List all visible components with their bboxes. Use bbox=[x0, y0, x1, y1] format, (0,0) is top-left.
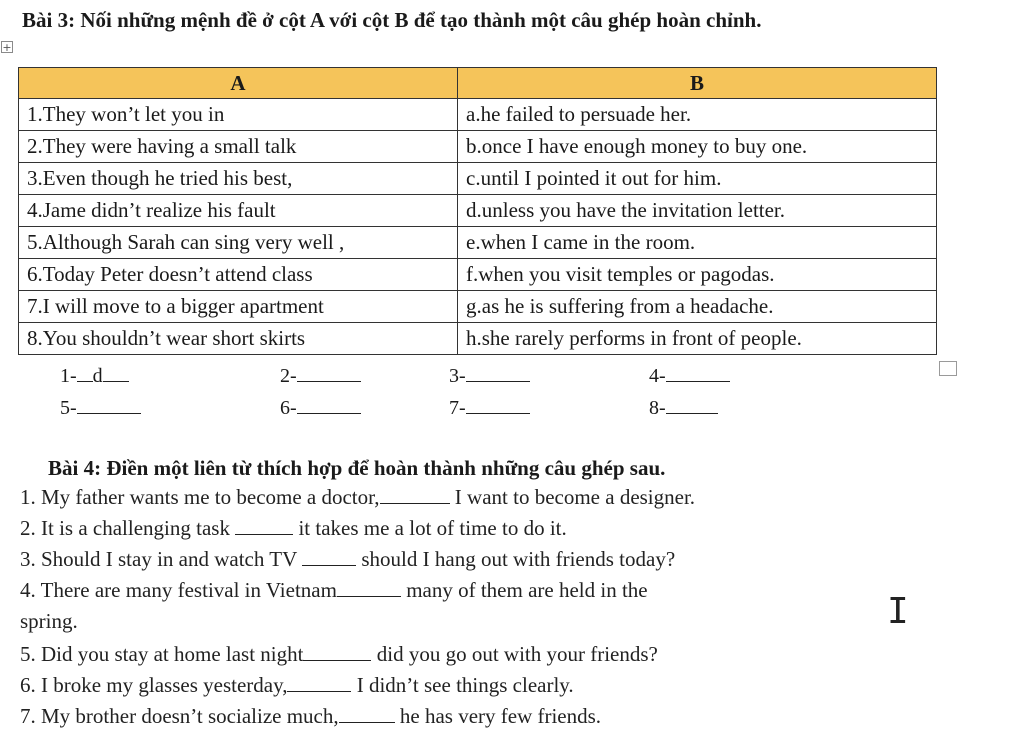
answer-label: 5- bbox=[60, 397, 77, 419]
answer-label: 6- bbox=[280, 397, 297, 419]
answer-value: d bbox=[92, 365, 103, 387]
clause-b-e: e.when I came in the room. bbox=[458, 227, 937, 259]
sentence-7 bbox=[20, 702, 601, 730]
sentence-4 bbox=[20, 576, 648, 604]
clause-a-8: 8.You shouldn’t wear short skirts bbox=[19, 323, 458, 355]
sentence-4-continued bbox=[20, 607, 78, 635]
text-cursor-icon: I bbox=[887, 591, 909, 632]
sentence-text: should I hang out with friends today? bbox=[356, 547, 676, 571]
fill-blank[interactable] bbox=[302, 545, 356, 566]
exercise-3-title: Bài 3: Nối những mệnh đề ở cột A với cột B để tạo thành một câu ghép hoàn chỉnh. bbox=[22, 8, 762, 32]
fill-blank[interactable] bbox=[303, 640, 371, 661]
table-row bbox=[19, 195, 937, 227]
matching-table bbox=[18, 67, 937, 355]
clause-b-g: g.as he is suffering from a headache. bbox=[458, 291, 937, 323]
clause-b-d: d.unless you have the invitation letter. bbox=[458, 195, 937, 227]
sentence-text: spring. bbox=[20, 609, 78, 633]
answer-1[interactable] bbox=[60, 363, 129, 388]
answer-6[interactable] bbox=[280, 395, 361, 420]
clause-a-4: 4.Jame didn’t realize his fault bbox=[19, 195, 458, 227]
answer-label: 4- bbox=[649, 365, 666, 387]
column-b-header: B bbox=[458, 68, 937, 99]
sentence-text: I didn’t see things clearly. bbox=[351, 673, 574, 697]
table-row bbox=[19, 163, 937, 195]
sentence-3 bbox=[20, 545, 675, 573]
sentence-5 bbox=[20, 640, 658, 668]
fill-blank[interactable] bbox=[235, 514, 293, 535]
answer-2[interactable] bbox=[280, 363, 361, 388]
fill-blank[interactable] bbox=[287, 671, 351, 692]
sentence-text: 2. It is a challenging task bbox=[20, 516, 236, 540]
sentence-text: it takes me a lot of time to do it. bbox=[293, 516, 567, 540]
table-row bbox=[19, 323, 937, 355]
sentence-text: did you go out with your friends? bbox=[371, 642, 658, 666]
clause-b-a: a.he failed to persuade her. bbox=[458, 99, 937, 131]
move-handle-icon[interactable]: + bbox=[2, 41, 12, 54]
table-row bbox=[19, 259, 937, 291]
sentence-text: many of them are held in the bbox=[400, 578, 648, 602]
answer-3[interactable] bbox=[449, 363, 530, 388]
sentence-6 bbox=[20, 671, 574, 699]
fill-blank[interactable] bbox=[337, 576, 401, 597]
table-resize-handle[interactable] bbox=[939, 361, 957, 376]
sentence-text: I want to become a designer. bbox=[449, 485, 696, 509]
answer-label: 3- bbox=[449, 365, 466, 387]
table-row bbox=[19, 99, 937, 131]
fill-blank[interactable] bbox=[339, 702, 395, 723]
answer-8[interactable] bbox=[649, 395, 718, 420]
answer-label: 1- bbox=[60, 365, 77, 387]
table-row bbox=[19, 131, 937, 163]
answer-label: 8- bbox=[649, 397, 666, 419]
clause-b-h: h.she rarely performs in front of people. bbox=[458, 323, 937, 355]
sentence-text: 5. Did you stay at home last night bbox=[20, 642, 304, 666]
clause-b-b: b.once I have enough money to buy one. bbox=[458, 131, 937, 163]
sentence-text: 4. There are many festival in Vietnam bbox=[20, 578, 337, 602]
table-row bbox=[19, 291, 937, 323]
exercise-4-title: Bài 4: Điền một liên từ thích hợp để hoàn thành những câu ghép sau. bbox=[48, 456, 666, 480]
answer-label: 2- bbox=[280, 365, 297, 387]
clause-a-2: 2.They were having a small talk bbox=[19, 131, 458, 163]
answer-label: 7- bbox=[449, 397, 466, 419]
clause-a-1: 1.They won’t let you in bbox=[19, 99, 458, 131]
sentence-2 bbox=[20, 514, 567, 542]
answer-7[interactable] bbox=[449, 395, 530, 420]
column-a-header: A bbox=[19, 68, 458, 99]
sentence-text: 6. I broke my glasses yesterday, bbox=[20, 673, 288, 697]
clause-a-6: 6.Today Peter doesn’t attend class bbox=[19, 259, 458, 291]
answer-4[interactable] bbox=[649, 363, 730, 388]
sentence-text: he has very few friends. bbox=[394, 704, 602, 728]
clause-a-7: 7.I will move to a bigger apartment bbox=[19, 291, 458, 323]
clause-a-5: 5.Although Sarah can sing very well , bbox=[19, 227, 458, 259]
clause-b-f: f.when you visit temples or pagodas. bbox=[458, 259, 937, 291]
sentence-1 bbox=[20, 483, 695, 511]
sentence-text: 3. Should I stay in and watch TV bbox=[20, 547, 303, 571]
fill-blank[interactable] bbox=[380, 483, 450, 504]
table-row bbox=[19, 227, 937, 259]
clause-b-c: c.until I pointed it out for him. bbox=[458, 163, 937, 195]
answer-5[interactable] bbox=[60, 395, 141, 420]
sentence-text: 1. My father wants me to become a doctor, bbox=[20, 485, 380, 509]
sentence-text: 7. My brother doesn’t socialize much, bbox=[20, 704, 339, 728]
clause-a-3: 3.Even though he tried his best, bbox=[19, 163, 458, 195]
